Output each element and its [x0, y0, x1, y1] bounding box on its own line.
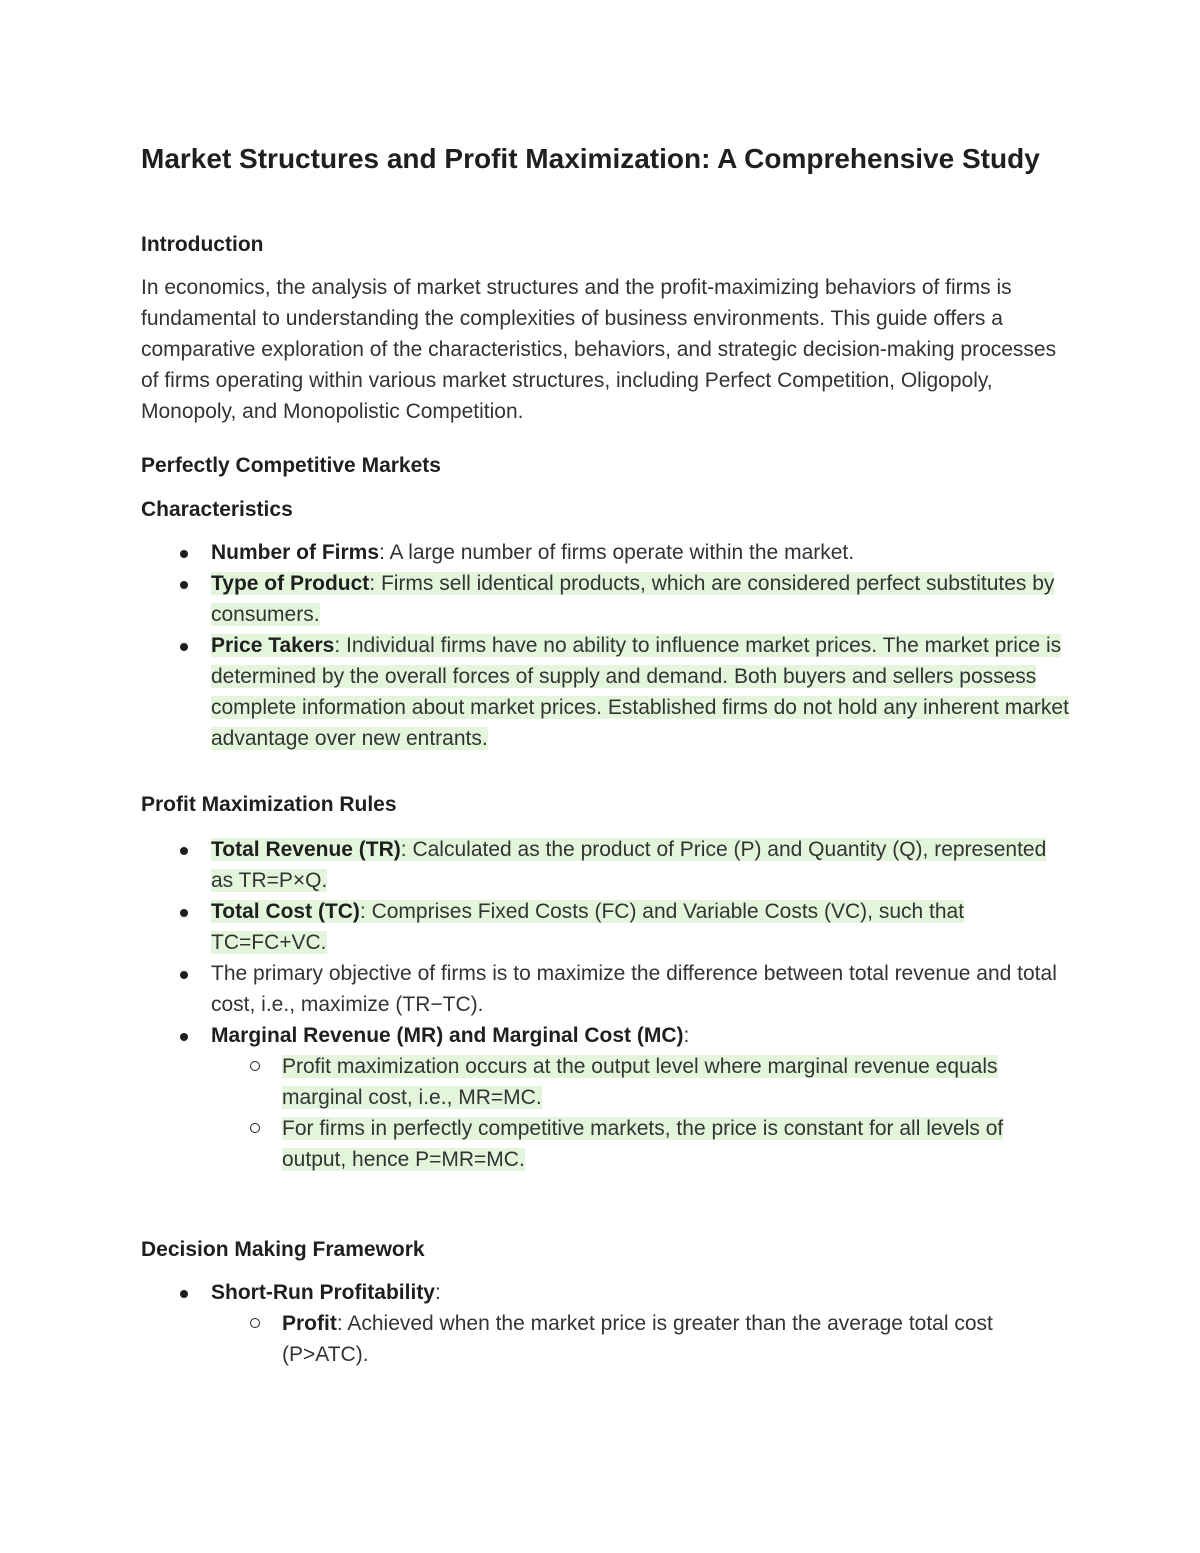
item-term: Type of Product: [211, 572, 370, 595]
item-text: : Firms sell identical products, which are considered perfect substitutes by consumers.: [211, 572, 1055, 626]
sub-list: [211, 1051, 1071, 1175]
item-term: Short-Run Profitability: [211, 1281, 435, 1304]
sub-list-item: [211, 1113, 1071, 1175]
sub-item-text: Profit maximization occurs at the output level where marginal revenue equals marginal cost, i.e., MR=MC.: [282, 1055, 998, 1109]
item-text: : A large number of firms operate within the market.: [379, 541, 855, 564]
intro-heading: Introduction: [141, 233, 264, 256]
section-heading-perfect-competition: Perfectly Competitive Markets: [141, 454, 441, 477]
decision-heading: Decision Making Framework: [141, 1238, 425, 1261]
item-term: Total Cost (TC): [211, 900, 360, 923]
sub-list-item: [211, 1308, 1071, 1370]
list-item: [141, 568, 1071, 630]
item-term: Price Takers: [211, 634, 335, 657]
decision-list: [141, 1277, 1071, 1370]
page-title: Market Structures and Profit Maximization: A Comprehensive Study: [141, 143, 1040, 174]
sub-list-item: [211, 1051, 1071, 1113]
sub-list: [211, 1308, 1071, 1370]
item-term: Number of Firms: [211, 541, 380, 564]
list-item: [141, 1020, 1071, 1175]
sub-item-text: For firms in perfectly competitive markets, the price is constant for all levels of output, hence P=MR=MC.: [282, 1117, 1004, 1171]
item-term: Marginal Revenue (MR) and Marginal Cost (MC): [211, 1024, 684, 1047]
list-item: [141, 834, 1071, 896]
profit-rules-list: [141, 834, 1071, 1175]
profit-rules-heading: Profit Maximization Rules: [141, 793, 397, 816]
list-item: [141, 958, 1071, 1020]
item-text: :: [683, 1024, 690, 1047]
item-term: Total Revenue (TR): [211, 838, 401, 861]
intro-paragraph: In economics, the analysis of market structures and the profit-maximizing behaviors of firms is fundamental to understanding the complexities of business environments. This guide offers a comparative exploration of the characteristics, behaviors, and strategic decision-making processes of firms operating within various market structures, including Perfect Competition, Oligopoly, Monopoly, and Monopolistic Competition.: [141, 276, 1057, 423]
item-text: : Comprises Fixed Costs (FC) and Variable Costs (VC), such that TC=FC+VC.: [211, 900, 965, 954]
list-item: [141, 896, 1071, 958]
characteristics-list: [141, 537, 1071, 754]
item-text: : Individual firms have no ability to influence market prices. The market price is determined by the overall forces of supply and demand. Both buyers and sellers possess complete information about market prices. Established firms do not hold any inherent market advantage over new entrants.: [211, 634, 1069, 750]
characteristics-heading: Characteristics: [141, 498, 293, 521]
list-item: [141, 537, 1071, 568]
list-item: [141, 630, 1071, 754]
item-text: :: [435, 1281, 441, 1304]
list-item: [141, 1277, 1071, 1370]
sub-item-text: : Achieved when the market price is greater than the average total cost (P>ATC).: [282, 1312, 993, 1366]
sub-item-term: Profit: [282, 1312, 337, 1335]
item-text: : Calculated as the product of Price (P) and Quantity (Q), represented as TR=P×Q.: [211, 838, 1047, 892]
item-text: The primary objective of firms is to maximize the difference between total revenue and total cost, i.e., maximize (TR−TC).: [211, 962, 1057, 1016]
